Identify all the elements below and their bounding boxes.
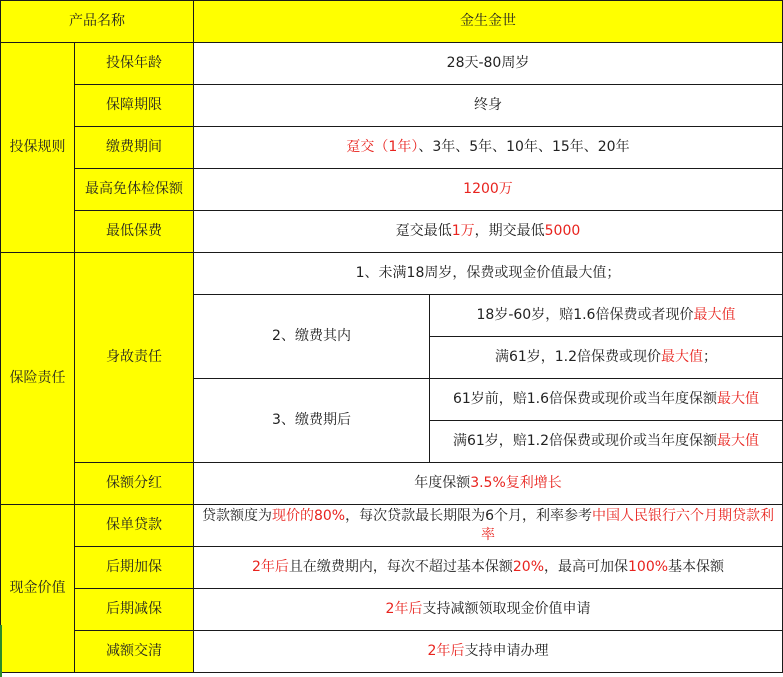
rules-term-row [1,85,783,127]
rules-minimum-row [1,211,783,253]
paidup-p1: 支持申请办理 [464,643,549,659]
rules-term-value[interactable]: 终身 [194,85,783,127]
during-a-text: 18岁-60岁，赔1.6倍保费或者现价 [476,307,694,323]
header-product-name-value[interactable]: 金生金世 [194,1,783,43]
dividend-red: 3.5%复利增长 [470,475,562,491]
minimum-r2: 5000 [544,223,581,239]
after-b-red: 最大值 [717,433,760,449]
liability-during-label[interactable]: 2、缴费其内 [194,295,430,379]
dividend-text: 年度保额 [414,475,471,491]
liability-death-label[interactable]: 身故责任 [75,253,194,463]
cash-reduce-value[interactable] [194,589,783,631]
liability-dividend-row [1,463,783,505]
rules-exam-row [1,169,783,211]
rules-term-label[interactable]: 保障期限 [75,85,194,127]
cash-add-value[interactable] [194,547,783,589]
cash-reduce-label[interactable]: 后期减保 [75,589,194,631]
rules-exam-label[interactable]: 最高免体检保额 [75,169,194,211]
cash-add-row [1,547,783,589]
cash-paidup-row [1,631,783,673]
during-b-text: 满61岁，1.2倍保费或现价 [494,349,662,365]
header-product-name-label[interactable]: 产品名称 [1,1,194,43]
rules-minimum-label[interactable]: 最低保费 [75,211,194,253]
after-a-text: 61岁前，赔1.6倍保费或现价或当年度保额 [452,391,718,407]
rules-payment-value[interactable] [194,127,783,169]
add-p3: 基本保额 [668,559,725,575]
section-liability[interactable]: 保险责任 [1,253,75,505]
cash-loan-row [1,505,783,547]
loan-r2: 中国人民银行六个月期贷款利率 [481,507,775,543]
paidup-r1: 2年后 [427,643,465,659]
rules-age-label[interactable]: 投保年龄 [75,43,194,85]
liability-after-a[interactable] [430,379,783,421]
rules-age-value[interactable]: 28天-80周岁 [194,43,783,85]
after-a-red: 最大值 [717,391,760,407]
add-r2: 20% [512,559,544,575]
during-a-red: 最大值 [693,307,736,323]
liability-under18-value[interactable]: 1、未满18周岁，保费或现金价值最大值； [194,253,783,295]
liability-after-b[interactable] [430,421,783,463]
rules-exam-value[interactable]: 1200万 [194,169,783,211]
header-row [1,1,783,43]
payment-periods-text: 、3年、5年、10年、15年、20年 [418,139,630,155]
rules-minimum-value[interactable] [194,211,783,253]
loan-r1: 现价的80% [271,507,346,524]
add-r1: 2年后 [251,559,289,575]
liability-dividend-value[interactable] [194,463,783,505]
liability-under18-row [1,253,783,295]
reduce-r1: 2年后 [385,601,423,617]
liability-dividend-label[interactable]: 保额分红 [75,463,194,505]
during-b-red: 最大值 [661,349,704,365]
loan-p2: ，每次贷款最长期限为6个月，利率参考 [345,507,593,524]
selection-edge-marker [0,625,2,677]
liability-during-a[interactable] [430,295,783,337]
reduce-p1: 支持减额领取现金价值申请 [422,601,591,617]
cash-add-label[interactable]: 后期加保 [75,547,194,589]
cash-loan-label[interactable]: 保单贷款 [75,505,194,547]
minimum-p2: ，期交最低 [474,223,545,239]
cash-reduce-row [1,589,783,631]
add-r3: 100% [628,559,669,575]
cash-paidup-label[interactable]: 减额交清 [75,631,194,673]
payment-single-text: 趸交（1年） [346,139,419,155]
section-rules[interactable]: 投保规则 [1,43,75,253]
rules-age-row [1,43,783,85]
liability-during-b[interactable] [430,337,783,379]
section-cash[interactable]: 现金价值 [1,505,75,673]
minimum-r1: 1万 [451,223,475,239]
cash-loan-value[interactable] [194,505,783,547]
add-p2: ，最高可加保 [544,559,628,575]
rules-payment-label[interactable]: 缴费期间 [75,127,194,169]
rules-payment-row [1,127,783,169]
cash-paidup-value[interactable] [194,631,783,673]
add-p1: 且在缴费期内，每次不超过基本保额 [288,559,513,575]
loan-p1: 贷款额度为 [201,507,272,524]
liability-after-label[interactable]: 3、缴费期后 [194,379,430,463]
during-b-tail: ； [703,349,718,365]
after-b-text: 满61岁，赔1.2倍保费或现价或当年度保额 [452,433,718,449]
minimum-p1: 趸交最低 [395,223,452,239]
